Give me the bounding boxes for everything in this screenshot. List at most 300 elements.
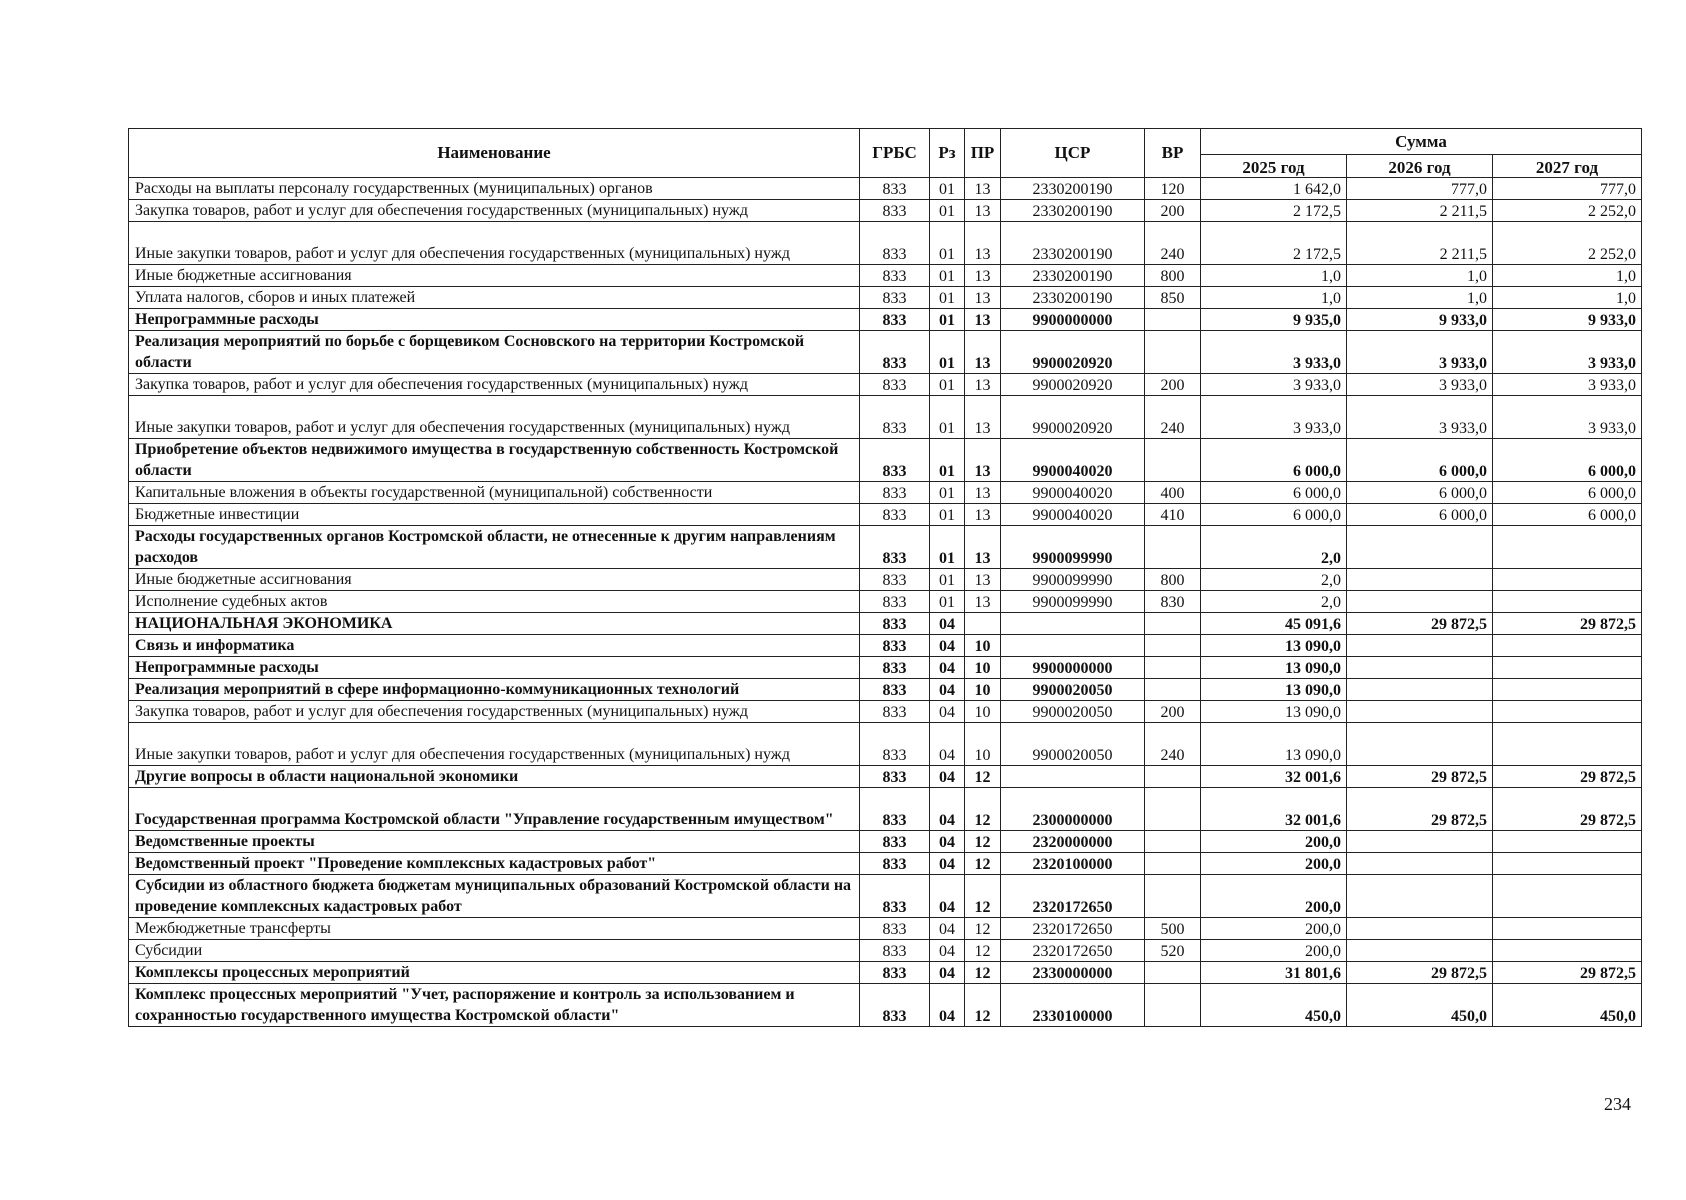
cell-2027: 6 000,0 xyxy=(1493,504,1642,526)
budget-table xyxy=(128,128,1642,1027)
table-row xyxy=(129,265,1642,287)
cell-csr xyxy=(1001,766,1145,788)
cell-csr: 9900099990 xyxy=(1001,526,1145,569)
cell-rz: 04 xyxy=(930,723,965,766)
cell-grbs: 833 xyxy=(860,918,930,940)
table-row xyxy=(129,831,1642,853)
cell-2026: 29 872,5 xyxy=(1347,766,1493,788)
cell-csr: 2320100000 xyxy=(1001,853,1145,875)
cell-pr: 13 xyxy=(965,265,1001,287)
cell-2026: 2 211,5 xyxy=(1347,222,1493,265)
cell-grbs: 833 xyxy=(860,178,930,200)
cell-rz: 01 xyxy=(930,482,965,504)
table-row xyxy=(129,374,1642,396)
table-row xyxy=(129,569,1642,591)
cell-2027: 1,0 xyxy=(1493,265,1642,287)
cell-grbs: 833 xyxy=(860,766,930,788)
cell-rz: 04 xyxy=(930,679,965,701)
cell-2026 xyxy=(1347,679,1493,701)
cell-2026: 777,0 xyxy=(1347,178,1493,200)
cell-rz: 04 xyxy=(930,766,965,788)
cell-2027 xyxy=(1493,723,1642,766)
cell-csr: 9900040020 xyxy=(1001,504,1145,526)
cell-2026: 2 211,5 xyxy=(1347,200,1493,222)
table-row xyxy=(129,940,1642,962)
cell-vr: 800 xyxy=(1145,265,1201,287)
cell-pr: 12 xyxy=(965,831,1001,853)
cell-2026 xyxy=(1347,940,1493,962)
cell-name: Закупка товаров, работ и услуг для обеспечения государственных (муниципальных) нужд xyxy=(129,200,860,222)
table-body xyxy=(129,178,1642,1027)
cell-2025: 1,0 xyxy=(1201,265,1347,287)
cell-2025: 200,0 xyxy=(1201,918,1347,940)
table-row xyxy=(129,200,1642,222)
table-row xyxy=(129,504,1642,526)
cell-2026: 29 872,5 xyxy=(1347,788,1493,831)
cell-2025: 13 090,0 xyxy=(1201,723,1347,766)
cell-rz: 01 xyxy=(930,200,965,222)
cell-grbs: 833 xyxy=(860,591,930,613)
cell-rz: 04 xyxy=(930,962,965,984)
cell-csr: 9900020920 xyxy=(1001,331,1145,374)
cell-csr: 9900020050 xyxy=(1001,701,1145,723)
cell-2026: 1,0 xyxy=(1347,265,1493,287)
cell-grbs: 833 xyxy=(860,200,930,222)
cell-grbs: 833 xyxy=(860,374,930,396)
cell-2027: 3 933,0 xyxy=(1493,374,1642,396)
cell-pr: 12 xyxy=(965,766,1001,788)
cell-rz: 01 xyxy=(930,591,965,613)
cell-csr: 2330000000 xyxy=(1001,962,1145,984)
cell-grbs: 833 xyxy=(860,984,930,1027)
cell-name: Бюджетные инвестиции xyxy=(129,504,860,526)
table-row xyxy=(129,918,1642,940)
cell-name: Расходы государственных органов Костромской области, не отнесенные к другим направлениям расходов xyxy=(129,526,860,569)
cell-rz: 04 xyxy=(930,657,965,679)
col-grbs-header: ГРБС xyxy=(860,129,930,178)
cell-vr xyxy=(1145,613,1201,635)
cell-grbs: 833 xyxy=(860,723,930,766)
cell-2025: 3 933,0 xyxy=(1201,396,1347,439)
cell-grbs: 833 xyxy=(860,287,930,309)
cell-2027: 29 872,5 xyxy=(1493,766,1642,788)
cell-csr: 9900000000 xyxy=(1001,309,1145,331)
cell-pr: 12 xyxy=(965,875,1001,918)
cell-2026: 9 933,0 xyxy=(1347,309,1493,331)
table-row xyxy=(129,396,1642,439)
cell-2026 xyxy=(1347,701,1493,723)
cell-csr: 2300000000 xyxy=(1001,788,1145,831)
cell-pr: 13 xyxy=(965,178,1001,200)
cell-pr: 13 xyxy=(965,331,1001,374)
cell-pr: 12 xyxy=(965,918,1001,940)
cell-vr: 200 xyxy=(1145,200,1201,222)
cell-pr: 13 xyxy=(965,504,1001,526)
table-row xyxy=(129,439,1642,482)
cell-grbs: 833 xyxy=(860,396,930,439)
cell-2027: 6 000,0 xyxy=(1493,482,1642,504)
cell-name: Расходы на выплаты персоналу государственных (муниципальных) органов xyxy=(129,178,860,200)
cell-2026 xyxy=(1347,875,1493,918)
cell-name: Ведомственные проекты xyxy=(129,831,860,853)
cell-name: Непрограммные расходы xyxy=(129,657,860,679)
cell-pr: 13 xyxy=(965,287,1001,309)
cell-name: Субсидии из областного бюджета бюджетам муниципальных образований Костромской области на проведение комплексных кадастровых работ xyxy=(129,875,860,918)
cell-csr: 9900020050 xyxy=(1001,723,1145,766)
cell-2025: 3 933,0 xyxy=(1201,331,1347,374)
cell-vr xyxy=(1145,766,1201,788)
cell-grbs: 833 xyxy=(860,679,930,701)
col-pr-header: ПР xyxy=(965,129,1001,178)
cell-name: Ведомственный проект "Проведение комплексных кадастровых работ" xyxy=(129,853,860,875)
col-2026-header: 2026 год xyxy=(1347,155,1493,178)
cell-pr: 13 xyxy=(965,396,1001,439)
cell-rz: 01 xyxy=(930,569,965,591)
table-header xyxy=(129,129,1642,178)
col-vr-header: ВР xyxy=(1145,129,1201,178)
cell-2025: 1 642,0 xyxy=(1201,178,1347,200)
cell-2025: 2,0 xyxy=(1201,526,1347,569)
cell-rz: 01 xyxy=(930,331,965,374)
cell-vr xyxy=(1145,831,1201,853)
cell-name: Иные закупки товаров, работ и услуг для обеспечения государственных (муниципальных) нужд xyxy=(129,396,860,439)
cell-2027 xyxy=(1493,569,1642,591)
cell-2026 xyxy=(1347,657,1493,679)
cell-2025: 45 091,6 xyxy=(1201,613,1347,635)
cell-2027: 2 252,0 xyxy=(1493,200,1642,222)
cell-vr xyxy=(1145,984,1201,1027)
cell-pr xyxy=(965,613,1001,635)
cell-vr xyxy=(1145,788,1201,831)
cell-2025: 6 000,0 xyxy=(1201,439,1347,482)
cell-2027 xyxy=(1493,853,1642,875)
cell-pr: 12 xyxy=(965,962,1001,984)
cell-vr xyxy=(1145,309,1201,331)
cell-rz: 01 xyxy=(930,526,965,569)
table-row xyxy=(129,723,1642,766)
cell-2025: 6 000,0 xyxy=(1201,482,1347,504)
cell-csr: 2330200190 xyxy=(1001,287,1145,309)
cell-grbs: 833 xyxy=(860,657,930,679)
cell-grbs: 833 xyxy=(860,265,930,287)
cell-pr: 12 xyxy=(965,788,1001,831)
cell-vr: 830 xyxy=(1145,591,1201,613)
cell-2027: 450,0 xyxy=(1493,984,1642,1027)
cell-pr: 10 xyxy=(965,679,1001,701)
cell-grbs: 833 xyxy=(860,482,930,504)
table-row xyxy=(129,222,1642,265)
cell-name: Иные закупки товаров, работ и услуг для обеспечения государственных (муниципальных) нужд xyxy=(129,723,860,766)
cell-vr xyxy=(1145,526,1201,569)
cell-2027: 9 933,0 xyxy=(1493,309,1642,331)
cell-pr: 13 xyxy=(965,309,1001,331)
cell-2025: 3 933,0 xyxy=(1201,374,1347,396)
cell-name: Непрограммные расходы xyxy=(129,309,860,331)
cell-name: Закупка товаров, работ и услуг для обеспечения государственных (муниципальных) нужд xyxy=(129,374,860,396)
cell-csr: 9900020050 xyxy=(1001,679,1145,701)
cell-name: Межбюджетные трансферты xyxy=(129,918,860,940)
cell-rz: 01 xyxy=(930,374,965,396)
cell-csr xyxy=(1001,613,1145,635)
cell-pr: 10 xyxy=(965,635,1001,657)
cell-2027 xyxy=(1493,940,1642,962)
table-row xyxy=(129,853,1642,875)
cell-name: Реализация мероприятий в сфере информационно-коммуникационных технологий xyxy=(129,679,860,701)
table-row xyxy=(129,613,1642,635)
cell-2025: 2 172,5 xyxy=(1201,200,1347,222)
cell-2026 xyxy=(1347,918,1493,940)
cell-pr: 13 xyxy=(965,222,1001,265)
table-row xyxy=(129,178,1642,200)
cell-rz: 01 xyxy=(930,178,965,200)
cell-rz: 04 xyxy=(930,613,965,635)
table-row xyxy=(129,309,1642,331)
cell-pr: 12 xyxy=(965,984,1001,1027)
cell-vr xyxy=(1145,962,1201,984)
cell-rz: 04 xyxy=(930,918,965,940)
cell-2026: 29 872,5 xyxy=(1347,613,1493,635)
cell-name: Закупка товаров, работ и услуг для обеспечения государственных (муниципальных) нужд xyxy=(129,701,860,723)
cell-vr xyxy=(1145,875,1201,918)
cell-name: Приобретение объектов недвижимого имущества в государственную собственность Костромской области xyxy=(129,439,860,482)
col-sum-header: Сумма xyxy=(1201,129,1642,155)
cell-vr: 500 xyxy=(1145,918,1201,940)
cell-2025: 13 090,0 xyxy=(1201,635,1347,657)
cell-name: Связь и информатика xyxy=(129,635,860,657)
cell-2027: 777,0 xyxy=(1493,178,1642,200)
cell-csr: 9900099990 xyxy=(1001,591,1145,613)
cell-rz: 04 xyxy=(930,831,965,853)
cell-2025: 32 001,6 xyxy=(1201,766,1347,788)
cell-grbs: 833 xyxy=(860,940,930,962)
cell-name: Реализация мероприятий по борьбе с борщевиком Сосновского на территории Костромской области xyxy=(129,331,860,374)
cell-2026 xyxy=(1347,723,1493,766)
cell-2026 xyxy=(1347,853,1493,875)
cell-grbs: 833 xyxy=(860,439,930,482)
col-name-header: Наименование xyxy=(129,129,860,178)
cell-name: НАЦИОНАЛЬНАЯ ЭКОНОМИКА xyxy=(129,613,860,635)
cell-name: Комплексы процессных мероприятий xyxy=(129,962,860,984)
cell-2027: 3 933,0 xyxy=(1493,396,1642,439)
cell-pr: 10 xyxy=(965,723,1001,766)
cell-2027 xyxy=(1493,591,1642,613)
table-row xyxy=(129,657,1642,679)
cell-2027 xyxy=(1493,526,1642,569)
table-row xyxy=(129,482,1642,504)
cell-name: Иные закупки товаров, работ и услуг для обеспечения государственных (муниципальных) нужд xyxy=(129,222,860,265)
cell-2026 xyxy=(1347,831,1493,853)
cell-2026: 6 000,0 xyxy=(1347,504,1493,526)
table-row xyxy=(129,701,1642,723)
cell-grbs: 833 xyxy=(860,309,930,331)
cell-vr: 410 xyxy=(1145,504,1201,526)
col-csr-header: ЦСР xyxy=(1001,129,1145,178)
cell-vr: 240 xyxy=(1145,222,1201,265)
cell-vr: 850 xyxy=(1145,287,1201,309)
cell-2026 xyxy=(1347,635,1493,657)
cell-rz: 01 xyxy=(930,309,965,331)
cell-2027 xyxy=(1493,657,1642,679)
cell-rz: 04 xyxy=(930,875,965,918)
cell-2026: 29 872,5 xyxy=(1347,962,1493,984)
cell-csr: 2320172650 xyxy=(1001,918,1145,940)
cell-2025: 2,0 xyxy=(1201,569,1347,591)
table-row xyxy=(129,287,1642,309)
cell-2025: 200,0 xyxy=(1201,853,1347,875)
cell-rz: 04 xyxy=(930,984,965,1027)
cell-name: Комплекс процессных мероприятий "Учет, распоряжение и контроль за использованием и сохранностью государственного имущества Костромской области" xyxy=(129,984,860,1027)
cell-2026: 450,0 xyxy=(1347,984,1493,1027)
cell-2025: 2,0 xyxy=(1201,591,1347,613)
cell-2026: 3 933,0 xyxy=(1347,331,1493,374)
table-row xyxy=(129,788,1642,831)
cell-2025: 6 000,0 xyxy=(1201,504,1347,526)
cell-vr xyxy=(1145,439,1201,482)
cell-name: Другие вопросы в области национальной экономики xyxy=(129,766,860,788)
cell-2026: 6 000,0 xyxy=(1347,439,1493,482)
cell-grbs: 833 xyxy=(860,613,930,635)
cell-csr: 9900040020 xyxy=(1001,482,1145,504)
cell-vr xyxy=(1145,679,1201,701)
cell-pr: 13 xyxy=(965,374,1001,396)
cell-csr: 9900000000 xyxy=(1001,657,1145,679)
cell-2026: 1,0 xyxy=(1347,287,1493,309)
cell-csr xyxy=(1001,635,1145,657)
cell-grbs: 833 xyxy=(860,962,930,984)
cell-grbs: 833 xyxy=(860,504,930,526)
cell-grbs: 833 xyxy=(860,331,930,374)
cell-vr xyxy=(1145,853,1201,875)
cell-vr: 200 xyxy=(1145,701,1201,723)
cell-csr: 9900020920 xyxy=(1001,396,1145,439)
cell-pr: 10 xyxy=(965,701,1001,723)
cell-rz: 01 xyxy=(930,439,965,482)
cell-csr: 9900040020 xyxy=(1001,439,1145,482)
table-row xyxy=(129,875,1642,918)
cell-2026 xyxy=(1347,591,1493,613)
cell-csr: 2320172650 xyxy=(1001,940,1145,962)
cell-vr: 240 xyxy=(1145,396,1201,439)
cell-2027: 29 872,5 xyxy=(1493,788,1642,831)
cell-2027 xyxy=(1493,701,1642,723)
table-row xyxy=(129,766,1642,788)
cell-rz: 04 xyxy=(930,940,965,962)
cell-2025: 450,0 xyxy=(1201,984,1347,1027)
col-2027-header: 2027 год xyxy=(1493,155,1642,178)
cell-rz: 01 xyxy=(930,222,965,265)
cell-name: Капитальные вложения в объекты государственной (муниципальной) собственности xyxy=(129,482,860,504)
cell-2027: 29 872,5 xyxy=(1493,613,1642,635)
cell-rz: 04 xyxy=(930,635,965,657)
cell-grbs: 833 xyxy=(860,875,930,918)
cell-2025: 200,0 xyxy=(1201,940,1347,962)
cell-rz: 01 xyxy=(930,504,965,526)
cell-2025: 13 090,0 xyxy=(1201,679,1347,701)
table-row xyxy=(129,679,1642,701)
cell-2025: 13 090,0 xyxy=(1201,701,1347,723)
cell-vr: 240 xyxy=(1145,723,1201,766)
cell-csr: 9900099990 xyxy=(1001,569,1145,591)
cell-name: Уплата налогов, сборов и иных платежей xyxy=(129,287,860,309)
cell-rz: 01 xyxy=(930,396,965,439)
cell-vr: 200 xyxy=(1145,374,1201,396)
cell-2027: 29 872,5 xyxy=(1493,962,1642,984)
cell-2027: 2 252,0 xyxy=(1493,222,1642,265)
cell-2025: 200,0 xyxy=(1201,831,1347,853)
cell-2026: 3 933,0 xyxy=(1347,396,1493,439)
cell-grbs: 833 xyxy=(860,788,930,831)
cell-rz: 01 xyxy=(930,287,965,309)
cell-vr xyxy=(1145,635,1201,657)
cell-2025: 32 001,6 xyxy=(1201,788,1347,831)
cell-2027: 6 000,0 xyxy=(1493,439,1642,482)
cell-grbs: 833 xyxy=(860,569,930,591)
cell-csr: 9900020920 xyxy=(1001,374,1145,396)
table-row xyxy=(129,526,1642,569)
cell-csr: 2330200190 xyxy=(1001,178,1145,200)
cell-csr: 2330200190 xyxy=(1001,222,1145,265)
cell-vr: 120 xyxy=(1145,178,1201,200)
page-number: 234 xyxy=(1604,1094,1631,1114)
cell-vr xyxy=(1145,657,1201,679)
cell-2026 xyxy=(1347,526,1493,569)
cell-csr: 2320000000 xyxy=(1001,831,1145,853)
cell-pr: 13 xyxy=(965,200,1001,222)
cell-2027: 1,0 xyxy=(1493,287,1642,309)
cell-name: Государственная программа Костромской области "Управление государственным имуществом" xyxy=(129,788,860,831)
col-2025-header: 2025 год xyxy=(1201,155,1347,178)
cell-csr: 2330100000 xyxy=(1001,984,1145,1027)
cell-grbs: 833 xyxy=(860,701,930,723)
cell-grbs: 833 xyxy=(860,526,930,569)
cell-pr: 13 xyxy=(965,439,1001,482)
table-row xyxy=(129,962,1642,984)
cell-grbs: 833 xyxy=(860,635,930,657)
table-row xyxy=(129,984,1642,1027)
cell-grbs: 833 xyxy=(860,831,930,853)
cell-name: Иные бюджетные ассигнования xyxy=(129,265,860,287)
cell-vr: 800 xyxy=(1145,569,1201,591)
cell-name: Иные бюджетные ассигнования xyxy=(129,569,860,591)
cell-2026: 3 933,0 xyxy=(1347,374,1493,396)
col-rz-header: Рз xyxy=(930,129,965,178)
cell-name: Субсидии xyxy=(129,940,860,962)
cell-csr: 2330200190 xyxy=(1001,200,1145,222)
cell-vr xyxy=(1145,331,1201,374)
cell-pr: 12 xyxy=(965,853,1001,875)
cell-2025: 200,0 xyxy=(1201,875,1347,918)
cell-pr: 13 xyxy=(965,591,1001,613)
cell-rz: 04 xyxy=(930,788,965,831)
cell-pr: 13 xyxy=(965,526,1001,569)
cell-2027 xyxy=(1493,918,1642,940)
cell-2027 xyxy=(1493,635,1642,657)
cell-rz: 04 xyxy=(930,701,965,723)
cell-2026 xyxy=(1347,569,1493,591)
cell-2027 xyxy=(1493,831,1642,853)
cell-2027 xyxy=(1493,679,1642,701)
cell-2026: 6 000,0 xyxy=(1347,482,1493,504)
cell-2027 xyxy=(1493,875,1642,918)
cell-2025: 31 801,6 xyxy=(1201,962,1347,984)
cell-name: Исполнение судебных актов xyxy=(129,591,860,613)
table-row xyxy=(129,591,1642,613)
cell-grbs: 833 xyxy=(860,222,930,265)
table-row xyxy=(129,331,1642,374)
cell-rz: 04 xyxy=(930,853,965,875)
cell-pr: 13 xyxy=(965,482,1001,504)
cell-csr: 2330200190 xyxy=(1001,265,1145,287)
